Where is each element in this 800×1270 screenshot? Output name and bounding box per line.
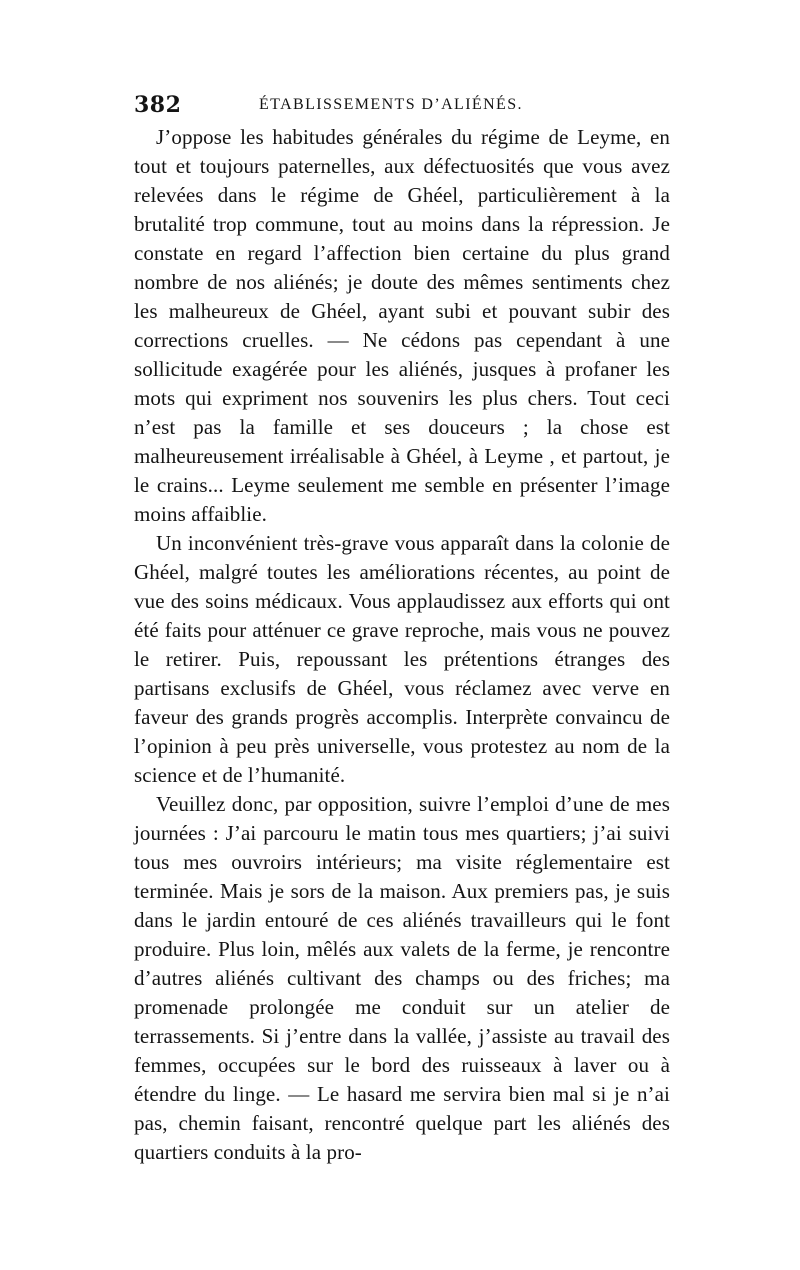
paragraph-3: Veuillez donc, par opposition, suivre l’emploi d’une de mes journées : J’ai parcouru le matin tous mes quartiers; j’ai suivi tous mes ouvroirs intérieurs; ma visite réglementaire est terminée. Mais je sors de la maison. Aux premiers pas, je suis dans le jardin entouré de ces aliénés travailleurs qui le font produire. Plus loin, mêlés aux valets de la ferme, je rencontre d’autres aliénés cultivant des champs ou des friches; ma promenade prolongée me conduit sur un atelier de terrassements. Si j’entre dans la vallée, j’assiste au travail des femmes, occupées sur le bord des ruisseaux à laver ou à étendre du linge. — Le hasard me servira bien mal si je n’ai pas, chemin faisant, rencontré quelque part les aliénés des quartiers conduits à la pro- — [134, 792, 670, 1164]
running-head — [134, 92, 670, 122]
body-text — [134, 123, 670, 1167]
page-number: 382 — [134, 92, 182, 118]
paragraph-2: Un inconvénient très-grave vous apparaît dans la colonie de Ghéel, malgré toutes les améliorations récentes, au point de vue des soins médicaux. Vous applaudissez aux efforts qui ont été faits pour atténuer ce grave reproche, mais vous ne pouvez le retirer. Puis, repoussant les prétentions étranges des partisans exclusifs de Ghéel, vous réclamez avec verve en faveur des grands progrès accomplis. Interprète convaincu de l’opinion à peu près universelle, vous protestez au nom de la science et de l’humanité. — [134, 531, 670, 787]
paragraph-1: J’oppose les habitudes générales du régime de Leyme, en tout et toujours paternelles, aux défectuosités que vous avez relevées dans le régime de Ghéel, particulièrement à la brutalité trop commune, tout au moins dans la répression. Je constate en regard l’affection bien certaine du plus grand nombre de nos aliénés; je doute des mêmes sentiments chez les malheureux de Ghéel, ayant subi et pouvant subir des corrections cruelles. — Ne cédons pas cependant à une sollicitude exagérée pour les aliénés, jusques à profaner les mots qui expriment nos souvenirs les plus chers. Tout ceci n’est pas la famille et ses douceurs ; la chose est malheureusement irréalisable à Ghéel, à Leyme , et partout, je le crains... Leyme seulement me semble en présenter l’image moins affaiblie. — [134, 125, 670, 526]
running-title: ÉTABLISSEMENTS D’ALIÉNÉS. — [259, 96, 523, 113]
